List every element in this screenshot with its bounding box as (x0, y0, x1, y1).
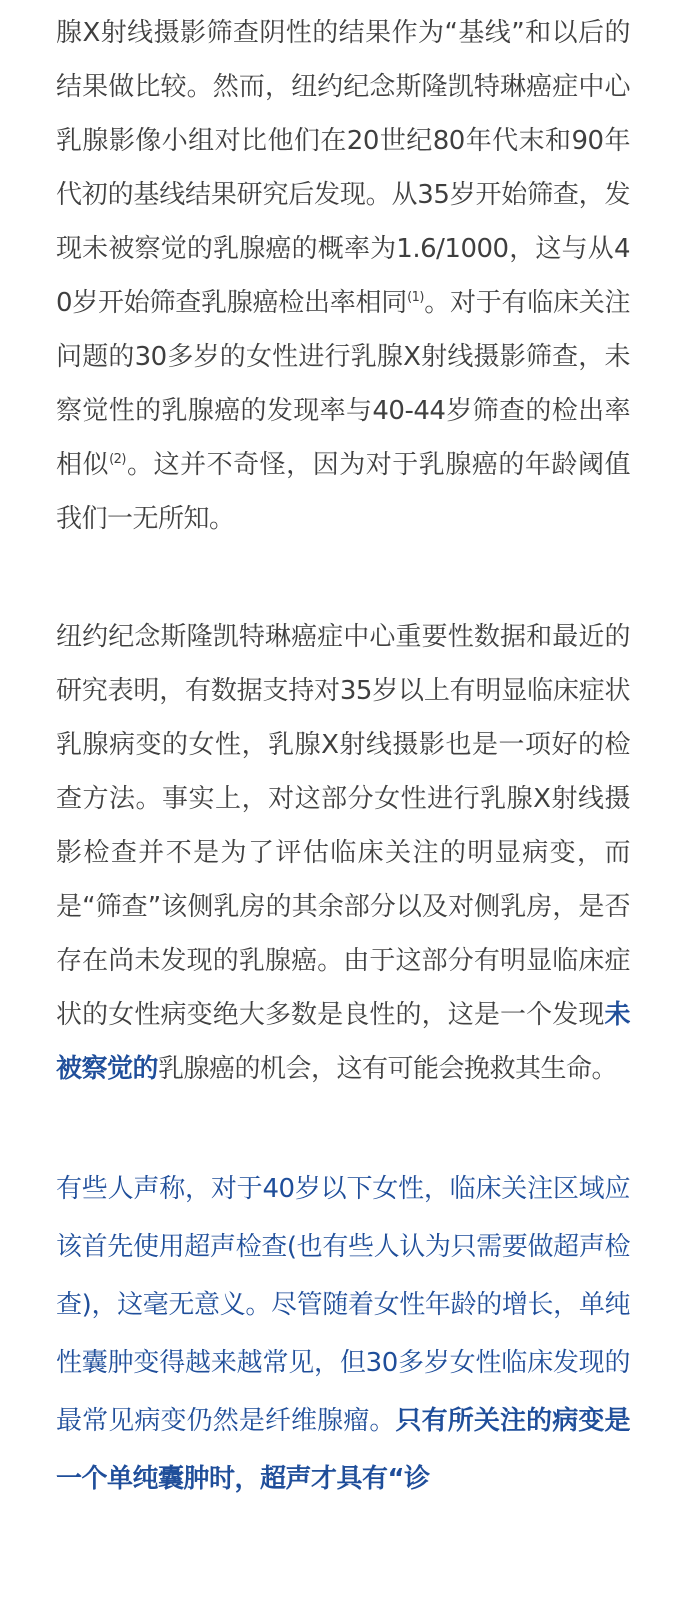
article-body (56, 6, 630, 1508)
paragraph-2 (56, 610, 630, 1096)
paragraph-1-text-b: 。对于有临床关注问题的30多岁的女性进行乳腺X射线摄影筛查，未察觉性的乳腺癌的发现率与40-44岁筛查的检出率相似 (56, 288, 630, 480)
paragraph-1-text-a: 腺X射线摄影筛查阴性的结果作为“基线”和以后的结果做比较。然而，纽约纪念斯隆凯特琳癌症中心乳腺影像小组对比他们在20世纪80年代末和90年代初的基线结果研究后发现。从35岁开始筛查，发现未被察觉的乳腺癌的概率为1.6/1000，这与从40岁开始筛查乳腺癌检出率相同 (56, 18, 630, 318)
paragraph-3-highlighted (56, 1160, 630, 1508)
citation-ref-1[interactable]: (1) (407, 290, 424, 305)
paragraph-3-text: 有些人声称，对于40岁以下女性，临床关注区域应该首先使用超声检查(也有些人认为只需要做超声检查)，这毫无意义。尽管随着女性年龄的增长，单纯性囊肿变得越来越常见，但30多岁女性临床发现的最常见病变仍然是纤维腺瘤。 (56, 1174, 630, 1436)
paragraph-1 (56, 6, 630, 546)
highlighted-phrase: 未被察觉的 (56, 1000, 630, 1084)
paragraph-1-text-c: 。这并不奇怪，因为对于乳腺癌的年龄阈值我们一无所知。 (56, 450, 630, 534)
paragraph-2-text-b: 乳腺癌的机会，这有可能会挽救其生命。 (158, 1054, 618, 1084)
paragraph-3-bold-text: 只有所关注的病变是一个单纯囊肿时，超声才具有“诊 (56, 1406, 630, 1494)
paragraph-2-text-a: 纽约纪念斯隆凯特琳癌症中心重要性数据和最近的研究表明，有数据支持对35岁以上有明显临床症状乳腺病变的女性，乳腺X射线摄影也是一项好的检查方法。事实上，对这部分女性进行乳腺X射线摄影检查并不是为了评估临床关注的明显病变，而是“筛查”该侧乳房的其余部分以及对侧乳房，是否存在尚未发现的乳腺癌。由于这部分有明显临床症状的女性病变绝大多数是良性的，这是一个发现 (56, 622, 630, 1030)
citation-ref-2[interactable]: (2) (109, 452, 126, 467)
